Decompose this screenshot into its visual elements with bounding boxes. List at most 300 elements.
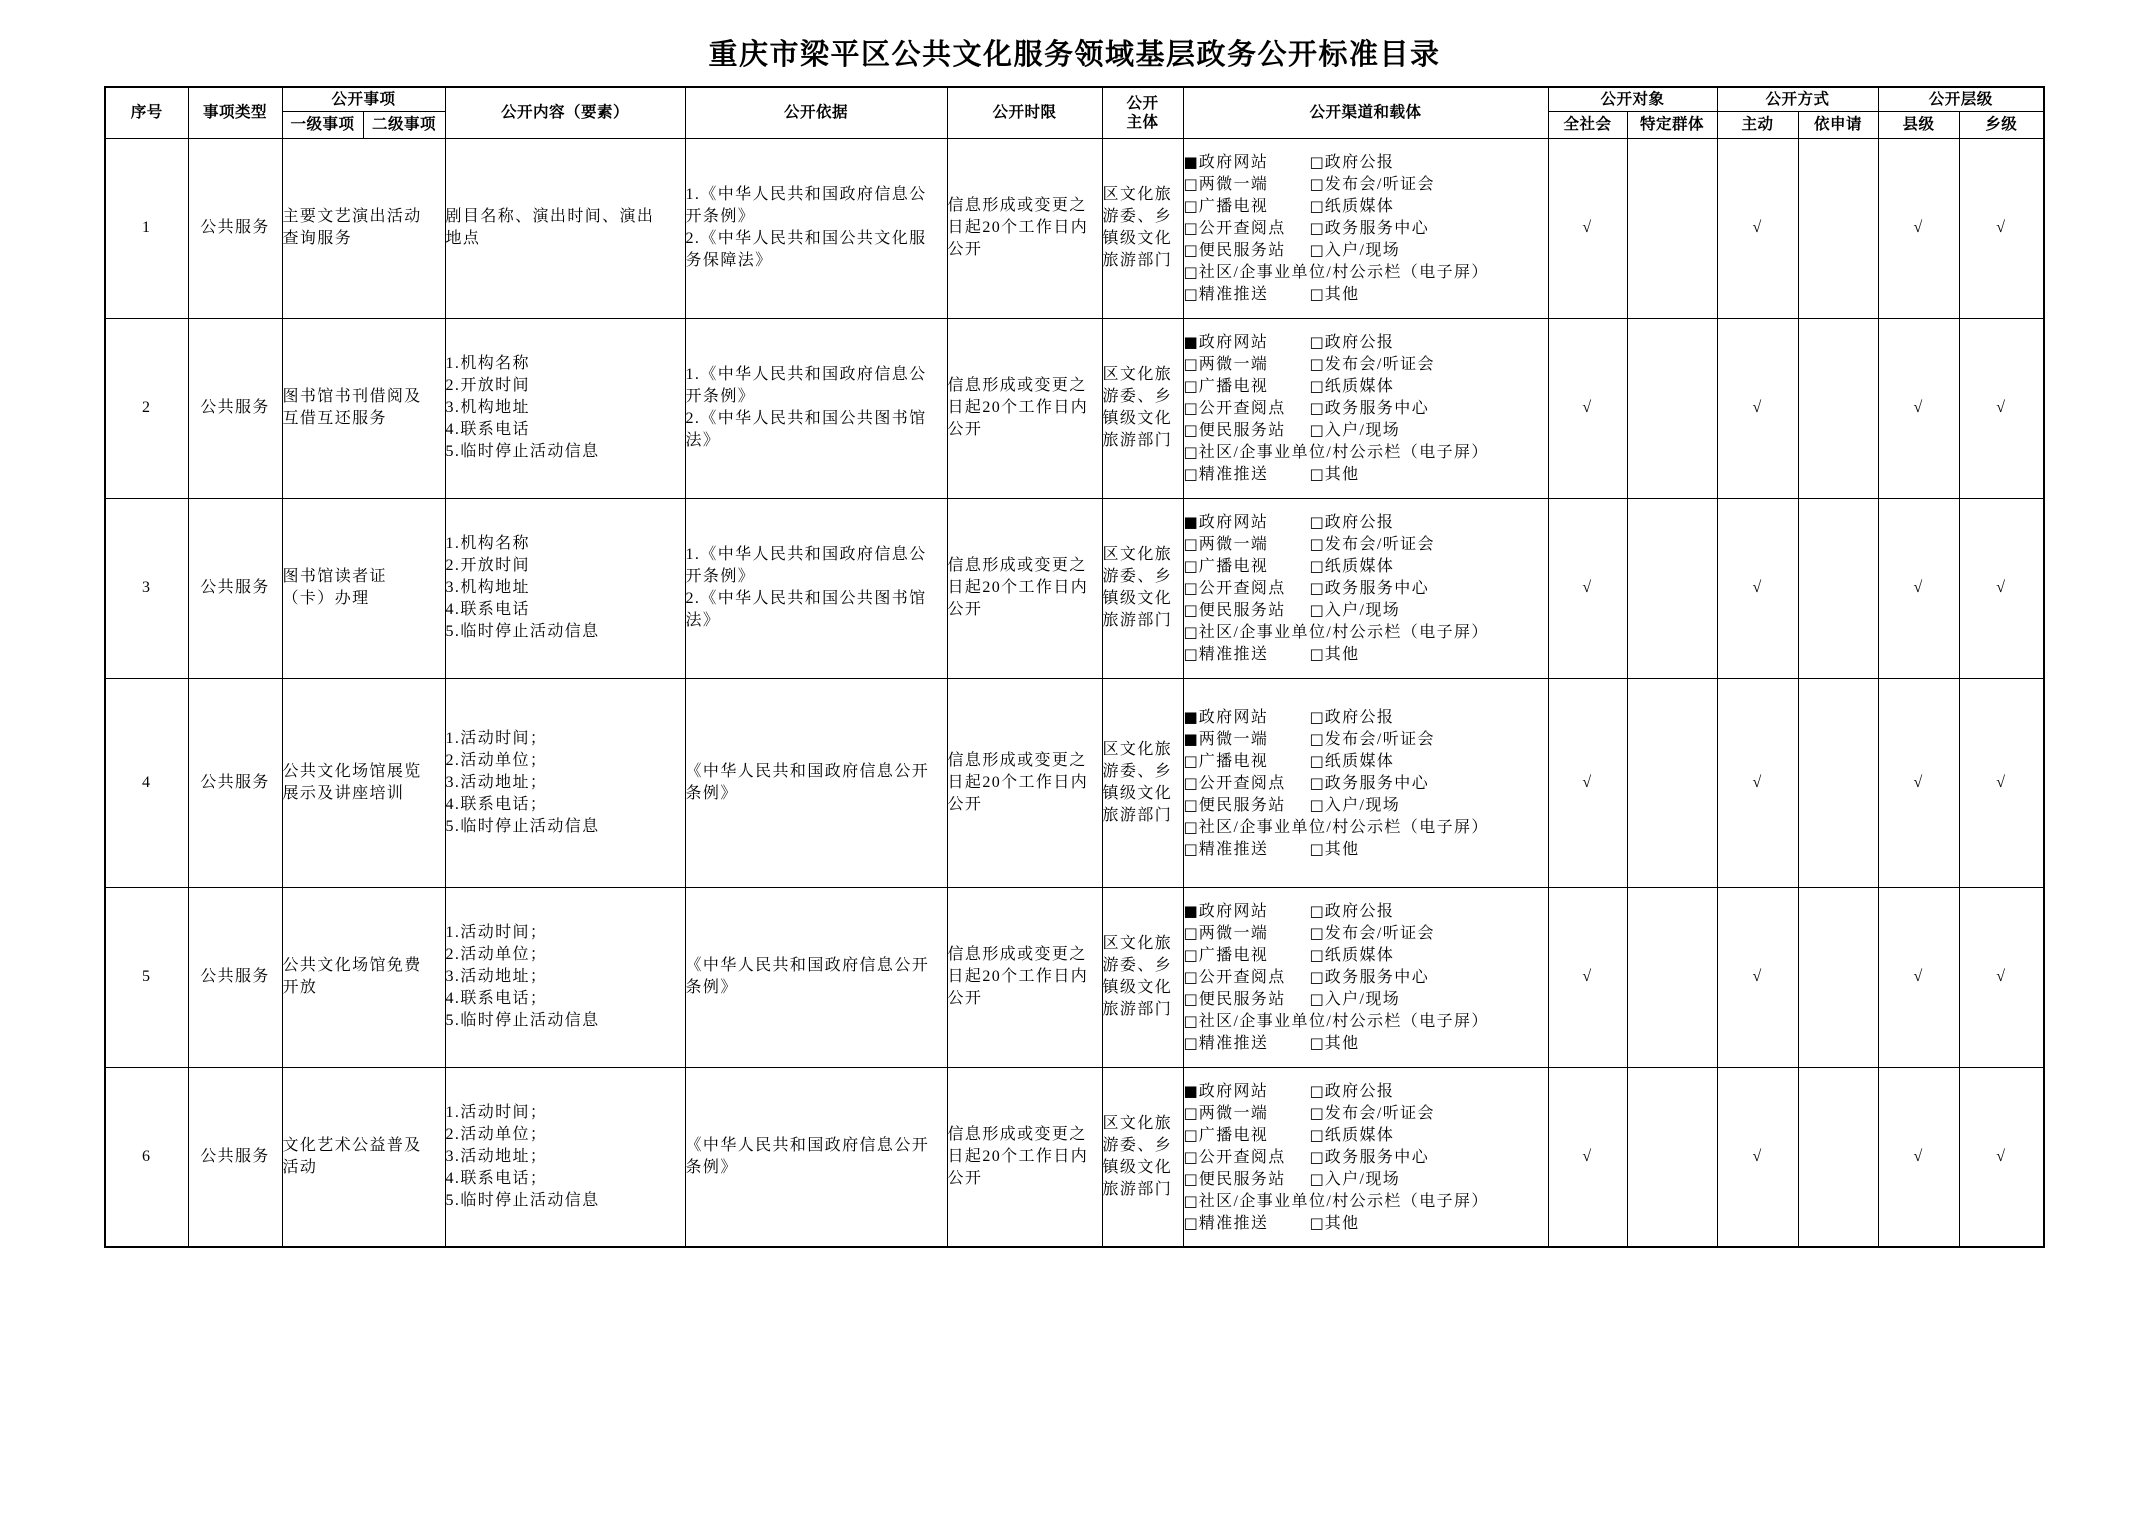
- audience-specific-cell: [1627, 498, 1717, 678]
- channel-label: 政府网站: [1198, 514, 1269, 531]
- channel-option: [1310, 555, 1395, 578]
- channel-line: [1184, 1080, 1548, 1102]
- unchecked-box-icon: □: [1309, 153, 1324, 171]
- channel-line: [1184, 195, 1548, 217]
- unchecked-box-icon: □: [1309, 1213, 1324, 1232]
- matter-cell: 公共文化场馆展览 展示及讲座培训: [282, 678, 445, 887]
- unchecked-box-icon: □: [1183, 968, 1198, 986]
- level-county-cell: √: [1878, 887, 1959, 1067]
- channel-line: [1184, 750, 1548, 772]
- channel-option: [1184, 555, 1310, 578]
- unchecked-box-icon: □: [1309, 839, 1324, 858]
- channel-option: [1184, 283, 1310, 306]
- channel-label: 入户/现场: [1324, 1170, 1401, 1188]
- channel-option: [1310, 794, 1401, 817]
- channel-option: [1184, 922, 1310, 945]
- unchecked-box-icon: □: [1183, 645, 1198, 663]
- channel-line: [1184, 511, 1548, 533]
- content-cell: 1.机构名称 2.开放时间 3.机构地址 4.联系电话 5.临时停止活动信息: [445, 318, 685, 498]
- channels-cell: [1183, 678, 1548, 887]
- header-level1: 一级事项: [282, 111, 363, 138]
- subject-cell: 区文化旅 游委、乡 镇级文化 旅游部门: [1102, 498, 1183, 678]
- unchecked-box-icon: □: [1183, 355, 1198, 373]
- level-county-cell: √: [1878, 138, 1959, 318]
- matter-cell: 图书馆读者证 （卡）办理: [282, 498, 445, 678]
- channel-line: [1184, 988, 1548, 1010]
- channel-option: [1184, 511, 1310, 534]
- channel-option: [1184, 966, 1310, 989]
- channel-label: 政府公报: [1324, 903, 1395, 920]
- unchecked-box-icon: □: [1183, 1125, 1198, 1144]
- header-method-active: 主动: [1717, 111, 1798, 138]
- deadline-cell: 信息形成或变更之 日起20个工作日内 公开: [947, 498, 1102, 678]
- channel-option: [1184, 151, 1310, 174]
- channel-label: 广播电视: [1198, 198, 1269, 215]
- channel-line: [1184, 621, 1548, 643]
- subject-cell: 区文化旅 游委、乡 镇级文化 旅游部门: [1102, 678, 1183, 887]
- method-request-cell: [1798, 887, 1878, 1067]
- content-cell: 1.活动时间； 2.活动单位； 3.活动地址； 4.联系电话； 5.临时停止活动信息: [445, 678, 685, 887]
- seq-cell: 2: [105, 318, 188, 498]
- channel-option: [1184, 794, 1310, 817]
- channel-line: [1184, 441, 1548, 463]
- table-row: [105, 678, 2044, 887]
- level-town-cell: √: [1959, 498, 2044, 678]
- channel-option: [1310, 511, 1395, 534]
- channel-option: [1310, 706, 1395, 729]
- channel-option: [1310, 772, 1430, 795]
- channel-label: 政府网站: [1198, 1082, 1269, 1100]
- type-cell: 公共服务: [188, 318, 282, 498]
- channel-label: 公开查阅点: [1198, 1148, 1286, 1166]
- channel-option: [1184, 217, 1310, 240]
- channel-option: [1310, 195, 1395, 218]
- unchecked-box-icon: □: [1183, 1147, 1198, 1166]
- channel-line: [1184, 643, 1548, 665]
- method-request-cell: [1798, 498, 1878, 678]
- seq-cell: 6: [105, 1067, 188, 1247]
- channel-label: 公开查阅点: [1198, 774, 1286, 792]
- channel-label: 社区/企事业单位/村公示栏（电子屏）: [1198, 624, 1489, 641]
- unchecked-box-icon: □: [1309, 197, 1324, 215]
- channel-option: [1310, 643, 1360, 666]
- channel-label: 公开查阅点: [1198, 220, 1286, 237]
- channel-label: 便民服务站: [1198, 242, 1286, 259]
- unchecked-box-icon: □: [1309, 1081, 1324, 1100]
- channel-label: 政务服务中心: [1324, 400, 1430, 417]
- channel-option: [1184, 816, 1489, 839]
- subject-cell: 区文化旅 游委、乡 镇级文化 旅游部门: [1102, 1067, 1183, 1247]
- channel-option: [1184, 1168, 1310, 1191]
- channel-label: 其他: [1324, 840, 1360, 858]
- channel-option: [1184, 728, 1310, 751]
- unchecked-box-icon: □: [1309, 946, 1324, 964]
- channel-label: 发布会/听证会: [1324, 925, 1435, 942]
- method-active-cell: √: [1717, 318, 1798, 498]
- channel-option: [1310, 217, 1430, 240]
- channel-option: [1184, 239, 1310, 262]
- unchecked-box-icon: □: [1183, 557, 1198, 575]
- channel-option: [1184, 838, 1310, 861]
- channel-label: 政府公报: [1324, 1082, 1395, 1100]
- channel-line: [1184, 794, 1548, 816]
- header-channel: 公开渠道和载体: [1183, 87, 1548, 138]
- channel-option: [1184, 441, 1489, 464]
- channel-option: [1310, 900, 1395, 923]
- checked-box-icon: ■: [1183, 513, 1198, 531]
- channel-label: 发布会/听证会: [1324, 176, 1435, 193]
- method-active-cell: √: [1717, 138, 1798, 318]
- channel-option: [1310, 966, 1430, 989]
- header-audience: 公开对象: [1548, 87, 1717, 111]
- channel-option: [1310, 283, 1360, 306]
- matter-cell: 主要文艺演出活动 查询服务: [282, 138, 445, 318]
- unchecked-box-icon: □: [1183, 1012, 1198, 1030]
- unchecked-box-icon: □: [1309, 513, 1324, 531]
- header-level-town: 乡级: [1959, 111, 2044, 138]
- channel-label: 精准推送: [1198, 646, 1269, 663]
- unchecked-box-icon: □: [1309, 902, 1324, 920]
- channel-option: [1184, 772, 1310, 795]
- unchecked-box-icon: □: [1183, 623, 1198, 641]
- unchecked-box-icon: □: [1309, 795, 1324, 814]
- unchecked-box-icon: □: [1309, 707, 1324, 726]
- channel-option: [1184, 988, 1310, 1011]
- channel-line: [1184, 944, 1548, 966]
- basis-cell: 《中华人民共和国政府信息公开 条例》: [685, 1067, 947, 1247]
- unchecked-box-icon: □: [1183, 535, 1198, 553]
- channel-label: 纸质媒体: [1324, 198, 1395, 215]
- channel-label: 便民服务站: [1198, 422, 1286, 439]
- unchecked-box-icon: □: [1309, 601, 1324, 619]
- channel-line: [1184, 283, 1548, 305]
- channel-label: 公开查阅点: [1198, 400, 1286, 417]
- channel-label: 社区/企事业单位/村公示栏（电子屏）: [1198, 818, 1489, 836]
- channel-label: 发布会/听证会: [1324, 536, 1435, 553]
- type-cell: 公共服务: [188, 887, 282, 1067]
- unchecked-box-icon: □: [1309, 773, 1324, 792]
- unchecked-box-icon: □: [1309, 465, 1324, 483]
- channel-option: [1184, 1102, 1310, 1125]
- channel-label: 入户/现场: [1324, 422, 1401, 439]
- unchecked-box-icon: □: [1183, 839, 1198, 858]
- channel-option: [1310, 533, 1435, 556]
- channels-cell: [1183, 498, 1548, 678]
- channel-option: [1184, 1080, 1310, 1103]
- channel-option: [1310, 988, 1401, 1011]
- level-county-cell: √: [1878, 318, 1959, 498]
- header-method-request: 依申请: [1798, 111, 1878, 138]
- channel-option: [1310, 838, 1360, 861]
- page-title: 重庆市梁平区公共文化服务领域基层政务公开标准目录: [708, 39, 1441, 71]
- level-county-cell: √: [1878, 1067, 1959, 1247]
- channel-line: [1184, 217, 1548, 239]
- deadline-cell: 信息形成或变更之 日起20个工作日内 公开: [947, 138, 1102, 318]
- header-subject: 公开 主体: [1102, 87, 1183, 138]
- channel-option: [1310, 151, 1395, 174]
- header-content: 公开内容（要素）: [445, 87, 685, 138]
- unchecked-box-icon: □: [1183, 601, 1198, 619]
- checked-box-icon: ■: [1183, 902, 1198, 920]
- unchecked-box-icon: □: [1183, 579, 1198, 597]
- channel-label: 入户/现场: [1324, 796, 1401, 814]
- basis-cell: 《中华人民共和国政府信息公开 条例》: [685, 678, 947, 887]
- channel-line: [1184, 900, 1548, 922]
- channel-option: [1310, 577, 1430, 600]
- header-deadline: 公开时限: [947, 87, 1102, 138]
- channel-option: [1184, 706, 1310, 729]
- channel-line: [1184, 331, 1548, 353]
- channel-option: [1310, 375, 1395, 398]
- unchecked-box-icon: □: [1183, 443, 1198, 461]
- level-town-cell: √: [1959, 138, 2044, 318]
- channel-option: [1310, 1146, 1430, 1169]
- channel-option: [1184, 1212, 1310, 1235]
- channel-line: [1184, 577, 1548, 599]
- audience-specific-cell: [1627, 138, 1717, 318]
- matter-cell: 文化艺术公益普及 活动: [282, 1067, 445, 1247]
- channel-option: [1184, 375, 1310, 398]
- channel-option: [1184, 621, 1489, 644]
- channel-label: 纸质媒体: [1324, 558, 1395, 575]
- channel-line: [1184, 1124, 1548, 1146]
- channel-label: 广播电视: [1198, 1126, 1269, 1144]
- channel-option: [1310, 599, 1401, 622]
- channel-label: 政府网站: [1198, 154, 1269, 171]
- channel-label: 政府网站: [1198, 334, 1269, 351]
- channel-line: [1184, 173, 1548, 195]
- channel-option: [1184, 195, 1310, 218]
- header-audience-all: 全社会: [1548, 111, 1627, 138]
- header-level2: 二级事项: [363, 111, 445, 138]
- channel-label: 精准推送: [1198, 1035, 1269, 1052]
- channel-option: [1310, 1080, 1395, 1103]
- unchecked-box-icon: □: [1309, 729, 1324, 748]
- channel-label: 精准推送: [1198, 1214, 1269, 1232]
- channel-label: 精准推送: [1198, 840, 1269, 858]
- channel-line: [1184, 239, 1548, 261]
- unchecked-box-icon: □: [1309, 990, 1324, 1008]
- channel-option: [1310, 463, 1360, 486]
- channels-cell: [1183, 318, 1548, 498]
- unchecked-box-icon: □: [1183, 946, 1198, 964]
- channel-label: 便民服务站: [1198, 602, 1286, 619]
- channel-option: [1184, 261, 1489, 284]
- channel-option: [1310, 1212, 1360, 1235]
- deadline-cell: 信息形成或变更之 日起20个工作日内 公开: [947, 887, 1102, 1067]
- channel-line: [1184, 599, 1548, 621]
- channel-label: 社区/企事业单位/村公示栏（电子屏）: [1198, 1192, 1489, 1210]
- seq-cell: 4: [105, 678, 188, 887]
- method-active-cell: √: [1717, 1067, 1798, 1247]
- channel-label: 政务服务中心: [1324, 969, 1430, 986]
- deadline-cell: 信息形成或变更之 日起20个工作日内 公开: [947, 678, 1102, 887]
- table-row: [105, 318, 2044, 498]
- channel-label: 其他: [1324, 1035, 1360, 1052]
- audience-specific-cell: [1627, 887, 1717, 1067]
- basis-cell: 1.《中华人民共和国政府信息公 开条例》 2.《中华人民共和国公共文化服 务保障法》: [685, 138, 947, 318]
- channel-option: [1310, 750, 1395, 773]
- channel-line: [1184, 1146, 1548, 1168]
- unchecked-box-icon: □: [1183, 377, 1198, 395]
- channel-label: 其他: [1324, 466, 1360, 483]
- channel-label: 政务服务中心: [1324, 774, 1430, 792]
- unchecked-box-icon: □: [1183, 1169, 1198, 1188]
- table-row: [105, 887, 2044, 1067]
- unchecked-box-icon: □: [1183, 175, 1198, 193]
- type-cell: 公共服务: [188, 138, 282, 318]
- level-county-cell: √: [1878, 678, 1959, 887]
- header-basis: 公开依据: [685, 87, 947, 138]
- channel-label: 两微一端: [1198, 925, 1269, 942]
- channel-line: [1184, 151, 1548, 173]
- header-matter: 公开事项: [282, 87, 445, 111]
- checked-box-icon: ■: [1183, 707, 1198, 726]
- channel-line: [1184, 555, 1548, 577]
- channel-label: 公开查阅点: [1198, 580, 1286, 597]
- content-cell: 1.机构名称 2.开放时间 3.机构地址 4.联系电话 5.临时停止活动信息: [445, 498, 685, 678]
- channel-line: [1184, 1168, 1548, 1190]
- channel-line: [1184, 375, 1548, 397]
- unchecked-box-icon: □: [1183, 219, 1198, 237]
- checked-box-icon: ■: [1183, 333, 1198, 351]
- channel-label: 广播电视: [1198, 378, 1269, 395]
- channel-option: [1184, 397, 1310, 420]
- channel-line: [1184, 463, 1548, 485]
- channel-option: [1184, 577, 1310, 600]
- channel-line: [1184, 1212, 1548, 1234]
- unchecked-box-icon: □: [1309, 1169, 1324, 1188]
- method-active-cell: √: [1717, 678, 1798, 887]
- unchecked-box-icon: □: [1309, 751, 1324, 770]
- channel-label: 纸质媒体: [1324, 378, 1395, 395]
- table-row: [105, 498, 2044, 678]
- table-header: [105, 87, 2044, 138]
- channel-option: [1184, 750, 1310, 773]
- unchecked-box-icon: □: [1183, 263, 1198, 281]
- channel-label: 其他: [1324, 286, 1360, 303]
- subject-cell: 区文化旅 游委、乡 镇级文化 旅游部门: [1102, 318, 1183, 498]
- method-active-cell: √: [1717, 498, 1798, 678]
- seq-cell: 1: [105, 138, 188, 318]
- channel-label: 公开查阅点: [1198, 969, 1286, 986]
- matter-cell: 公共文化场馆免费 开放: [282, 887, 445, 1067]
- channel-label: 纸质媒体: [1324, 947, 1395, 964]
- unchecked-box-icon: □: [1309, 175, 1324, 193]
- channel-label: 发布会/听证会: [1324, 730, 1435, 748]
- unchecked-box-icon: □: [1183, 197, 1198, 215]
- channel-option: [1184, 419, 1310, 442]
- content-cell: 1.活动时间； 2.活动单位； 3.活动地址； 4.联系电话； 5.临时停止活动信息: [445, 887, 685, 1067]
- channel-option: [1184, 1010, 1489, 1033]
- audience-all-cell: √: [1548, 138, 1627, 318]
- level-town-cell: √: [1959, 887, 2044, 1067]
- unchecked-box-icon: □: [1183, 421, 1198, 439]
- unchecked-box-icon: □: [1309, 1103, 1324, 1122]
- unchecked-box-icon: □: [1309, 557, 1324, 575]
- channel-label: 两微一端: [1198, 730, 1269, 748]
- catalog-table: [104, 86, 2045, 1248]
- channel-label: 入户/现场: [1324, 242, 1401, 259]
- channel-line: [1184, 1032, 1548, 1054]
- channel-label: 政府公报: [1324, 154, 1395, 171]
- channel-option: [1184, 533, 1310, 556]
- header-level-county: 县级: [1878, 111, 1959, 138]
- channel-label: 便民服务站: [1198, 796, 1286, 814]
- channel-option: [1310, 1102, 1435, 1125]
- channel-label: 纸质媒体: [1324, 752, 1395, 770]
- channel-option: [1184, 599, 1310, 622]
- channel-option: [1184, 331, 1310, 354]
- channels-cell: [1183, 138, 1548, 318]
- method-request-cell: [1798, 138, 1878, 318]
- channel-option: [1310, 397, 1430, 420]
- channel-option: [1184, 173, 1310, 196]
- content-cell: 1.活动时间； 2.活动单位； 3.活动地址； 4.联系电话； 5.临时停止活动信息: [445, 1067, 685, 1247]
- unchecked-box-icon: □: [1309, 645, 1324, 663]
- channel-label: 社区/企事业单位/村公示栏（电子屏）: [1198, 444, 1489, 461]
- unchecked-box-icon: □: [1183, 773, 1198, 792]
- unchecked-box-icon: □: [1309, 285, 1324, 303]
- channel-line: [1184, 706, 1548, 728]
- unchecked-box-icon: □: [1309, 377, 1324, 395]
- channel-line: [1184, 533, 1548, 555]
- channel-option: [1310, 944, 1395, 967]
- unchecked-box-icon: □: [1183, 817, 1198, 836]
- seq-cell: 3: [105, 498, 188, 678]
- channel-line: [1184, 922, 1548, 944]
- channel-line: [1184, 419, 1548, 441]
- channel-line: [1184, 1190, 1548, 1212]
- unchecked-box-icon: □: [1183, 1213, 1198, 1232]
- channel-label: 政府公报: [1324, 334, 1395, 351]
- unchecked-box-icon: □: [1309, 399, 1324, 417]
- channel-label: 政府网站: [1198, 708, 1269, 726]
- unchecked-box-icon: □: [1183, 241, 1198, 259]
- header-type: 事项类型: [188, 87, 282, 138]
- channel-line: [1184, 728, 1548, 750]
- unchecked-box-icon: □: [1309, 241, 1324, 259]
- channel-option: [1184, 1032, 1310, 1055]
- method-request-cell: [1798, 1067, 1878, 1247]
- channel-label: 其他: [1324, 646, 1360, 663]
- deadline-cell: 信息形成或变更之 日起20个工作日内 公开: [947, 318, 1102, 498]
- unchecked-box-icon: □: [1183, 465, 1198, 483]
- unchecked-box-icon: □: [1309, 1125, 1324, 1144]
- channel-option: [1310, 1168, 1401, 1191]
- channel-option: [1184, 643, 1310, 666]
- method-request-cell: [1798, 318, 1878, 498]
- channel-label: 便民服务站: [1198, 1170, 1286, 1188]
- header-method: 公开方式: [1717, 87, 1878, 111]
- channel-label: 政府网站: [1198, 903, 1269, 920]
- channel-line: [1184, 772, 1548, 794]
- channel-option: [1310, 419, 1401, 442]
- channel-line: [1184, 838, 1548, 860]
- seq-cell: 5: [105, 887, 188, 1067]
- channel-label: 政务服务中心: [1324, 220, 1430, 237]
- audience-all-cell: √: [1548, 498, 1627, 678]
- channel-line: [1184, 353, 1548, 375]
- level-town-cell: √: [1959, 1067, 2044, 1247]
- channel-label: 两微一端: [1198, 176, 1269, 193]
- channel-label: 便民服务站: [1198, 991, 1286, 1008]
- channel-option: [1310, 1124, 1395, 1147]
- level-town-cell: √: [1959, 678, 2044, 887]
- table-row: [105, 1067, 2044, 1247]
- unchecked-box-icon: □: [1309, 1147, 1324, 1166]
- type-cell: 公共服务: [188, 1067, 282, 1247]
